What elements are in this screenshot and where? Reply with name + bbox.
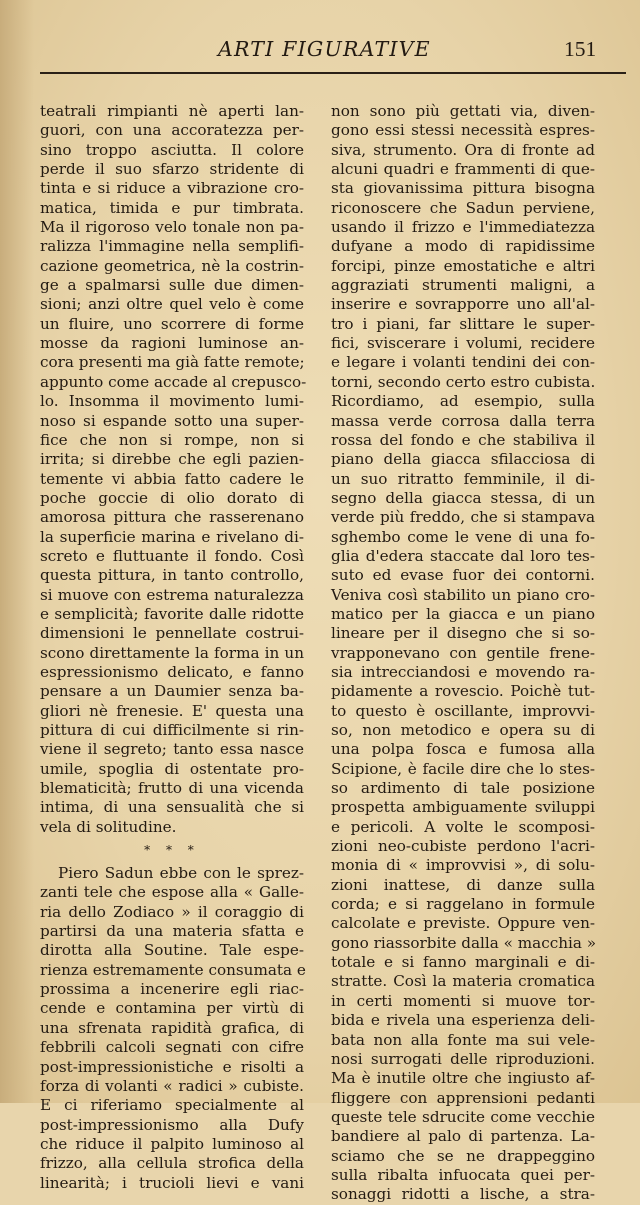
text-line: queste tele sdrucite come vecchie	[331, 1107, 595, 1126]
text-line: massa verde corrosa dalla terra	[331, 411, 595, 430]
text-line: tro i piani, far slittare le super-	[331, 314, 595, 333]
text-line: guori, con una accoratezza per-	[40, 121, 304, 140]
text-line: lo. Insomma il movimento lumi-	[40, 392, 304, 411]
text-line: forcipi, pinze emostatiche e altri	[331, 256, 595, 275]
text-line: glia d'edera staccate dal loro tes-	[331, 546, 595, 565]
text-line: ria dello Zodiaco » il coraggio di	[40, 902, 304, 921]
text-line: sino troppo asciutta. Il colore	[40, 140, 304, 159]
text-line: linearità; i trucioli lievi e vani	[40, 1173, 304, 1192]
text-line: gono essi stessi necessità espres-	[331, 121, 595, 140]
text-line: E ci riferiamo specialmente al	[40, 1096, 304, 1115]
text-line: screto e fluttuante il fondo. Così	[40, 546, 304, 565]
text-line: sulla ribalta infuocata quei per-	[331, 1165, 595, 1184]
text-line: fice che non si rompe, non si	[40, 430, 304, 449]
text-line: so ardimento di tale posizione	[331, 779, 595, 798]
text-line: bata non alla fonte ma sui vele-	[331, 1030, 595, 1049]
text-line: sioni; anzi oltre quel velo è come	[40, 295, 304, 314]
text-line: suto ed evase fuor dei contorni.	[331, 566, 595, 585]
text-line: tinta e si riduce a vibrazione cro-	[40, 179, 304, 198]
text-line: corda; e si raggelano in formule	[331, 895, 595, 914]
text-line: zanti tele che espose alla « Galle-	[40, 883, 304, 902]
text-line: sia intrecciandosi e movendo ra-	[331, 662, 595, 681]
text-line: sciamo che se ne drappeggino	[331, 1146, 595, 1165]
text-line: ralizza l'immagine nella semplifi-	[40, 237, 304, 256]
text-line: questa pittura, in tanto controllo,	[40, 566, 304, 585]
text-line: poche goccie di olio dorato di	[40, 488, 304, 507]
text-line: torni, secondo certo estro cubista.	[331, 372, 596, 391]
header-rule	[40, 72, 626, 74]
text-line: scono direttamente la forma in un	[40, 643, 304, 662]
text-line: dirotta alla Soutine. Tale espe-	[40, 941, 304, 960]
text-line: zioni neo-cubiste perdono l'acri-	[331, 837, 595, 856]
text-line: inserire e sovrapporre uno all'al-	[331, 295, 595, 314]
text-line: in certi momenti si muove tor-	[331, 991, 595, 1010]
text-line: to questo è oscillante, improvvi-	[331, 701, 595, 720]
text-line: si muove con estrema naturalezza	[40, 585, 304, 604]
text-line: vela di solitudine.	[40, 817, 177, 836]
text-line: dimensioni le pennellate costrui-	[40, 624, 304, 643]
text-line: partirsi da una materia sfatta e	[40, 922, 304, 941]
text-line: nosi surrogati delle riproduzioni.	[331, 1049, 595, 1068]
text-line: riconoscere che Sadun perviene,	[331, 198, 595, 217]
text-line: Veniva così stabilito un piano cro-	[331, 585, 595, 604]
text-line: viene il segreto; tanto essa nasce	[40, 740, 304, 759]
text-line: intima, di una sensualità che si	[40, 798, 304, 817]
text-line: monia di « improvvisi », di solu-	[331, 856, 595, 875]
text-line: un suo ritratto femminile, il di-	[331, 469, 595, 488]
text-line: la superficie marina e rivelano di-	[40, 527, 304, 546]
text-line: cora presenti ma già fatte remote;	[40, 353, 305, 372]
text-line: verde più freddo, che si stampava	[331, 508, 595, 527]
text-line: segno della giacca stessa, di un	[331, 488, 595, 507]
text-line: e semplicità; favorite dalle ridotte	[40, 604, 304, 623]
text-line: zioni inattese, di danze sulla	[331, 875, 595, 894]
text-line: una polpa fosca e fumosa alla	[331, 740, 595, 759]
text-line: rossa del fondo e che stabiliva il	[331, 430, 595, 449]
running-head: ARTI FIGURATIVE	[218, 37, 431, 61]
text-line: rienza estremamente consumata e	[40, 960, 306, 979]
text-line: pensare a un Daumier senza ba-	[40, 682, 304, 701]
text-line: febbrili calcoli segnati con cifre	[40, 1038, 304, 1057]
text-line: siva, strumento. Ora di fronte ad	[331, 140, 595, 159]
text-line: Ma il rigoroso velo tonale non pa-	[40, 218, 304, 237]
text-line: una sfrenata rapidità grafica, di	[40, 1018, 304, 1037]
text-line: piano della giacca sfilacciosa di	[331, 450, 595, 469]
text-line: sghembo come le vene di una fo-	[331, 527, 595, 546]
text-line: Scipione, è facile dire che lo stes-	[331, 759, 595, 778]
text-line: forza di volanti « radici » cubiste.	[40, 1076, 304, 1095]
right-column	[331, 102, 595, 1205]
text-line: perde il suo sfarzo stridente di	[40, 160, 304, 179]
text-line: che riduce il palpito luminoso al	[40, 1134, 304, 1153]
text-line: cende e contamina per virtù di	[40, 999, 304, 1018]
text-line: frizzo, alla cellula strofica della	[40, 1154, 304, 1173]
text-line: ge a spalmarsi sulle due dimen-	[40, 276, 304, 295]
text-line: teatrali rimpianti nè aperti lan-	[40, 102, 304, 120]
text-line: temente vi abbia fatto cadere le	[40, 469, 304, 488]
text-line: so, non metodico e opera su di	[331, 721, 595, 739]
text-line: Piero Sadun ebbe con le sprez-	[58, 864, 304, 883]
text-line: non sono più gettati via, diven-	[331, 102, 595, 120]
text-line: irrita; si direbbe che egli pazien-	[40, 450, 304, 469]
text-line: post-impressionismo alla Dufy	[40, 1115, 304, 1134]
text-line: mosse da ragioni luminose an-	[40, 334, 304, 353]
text-line: matico per la giacca e un piano	[331, 604, 595, 623]
text-line: un fluire, uno scorrere di forme	[40, 314, 304, 333]
page-number: 151	[564, 37, 597, 61]
text-line: matica, timida e pur timbrata.	[40, 198, 304, 217]
text-line: amorosa pittura che rasserenano	[40, 508, 304, 527]
text-line: pidamente a rovescio. Poichè tut-	[331, 682, 595, 701]
text-line: pittura di cui difficilmente si rin-	[40, 721, 304, 739]
text-line: aggraziati strumenti maligni, a	[331, 276, 595, 295]
text-line: gliori nè frenesie. E' questa una	[40, 701, 304, 720]
text-line: appunto come accade al crepusco-	[40, 372, 307, 391]
text-line: prospetta ambiguamente sviluppi	[331, 798, 595, 817]
text-line: fici, sviscerare i volumi, recidere	[331, 334, 595, 353]
text-line: vrapponevano con gentile frene-	[331, 643, 595, 662]
text-line: e legare i volanti tendini dei con-	[331, 353, 595, 372]
text-line: usando il frizzo e l'immediatezza	[331, 218, 595, 237]
text-line: totale e si fanno marginali e di-	[331, 953, 595, 972]
text-line: sta giovanissima pittura bisogna	[331, 179, 595, 198]
text-line: cazione geometrica, nè la costrin-	[40, 256, 304, 275]
text-line: alcuni quadri e frammenti di que-	[331, 160, 595, 179]
text-line: prossima a incenerire egli riac-	[40, 980, 304, 999]
text-line: e pericoli. A volte le scomposi-	[331, 817, 595, 836]
text-line: bandiere al palo di partenza. La-	[331, 1127, 595, 1146]
text-line: gono riassorbite dalla « macchia »	[331, 933, 597, 952]
text-line: sonaggi ridotti a lische, a stra-	[331, 1185, 595, 1204]
text-line: Ricordiamo, ad esempio, sulla	[331, 392, 595, 411]
text-line: Ma è inutile oltre che ingiusto af-	[331, 1069, 595, 1088]
text-line: lineare per il disegno che si so-	[331, 624, 595, 643]
text-line: espressionismo delicato, e fanno	[40, 662, 304, 681]
text-line: bida e rivela una esperienza deli-	[331, 1011, 595, 1030]
text-line: dufyane a modo di rapidissime	[331, 237, 595, 256]
text-line: post-impressionistiche e risolti a	[40, 1057, 304, 1076]
text-line: stratte. Così la materia cromatica	[331, 972, 595, 991]
text-line: fliggere con apprensioni pedanti	[331, 1088, 595, 1107]
text-line: blematicità; frutto di una vicenda	[40, 779, 304, 798]
section-separator: * * *	[144, 843, 200, 858]
left-column	[40, 102, 307, 1193]
text-line: noso si espande sotto una super-	[40, 411, 304, 430]
spine-shadow	[0, 0, 34, 1103]
text-line: umile, spoglia di ostentate pro-	[40, 759, 304, 778]
text-line: calcolate e previste. Oppure ven-	[331, 914, 595, 933]
